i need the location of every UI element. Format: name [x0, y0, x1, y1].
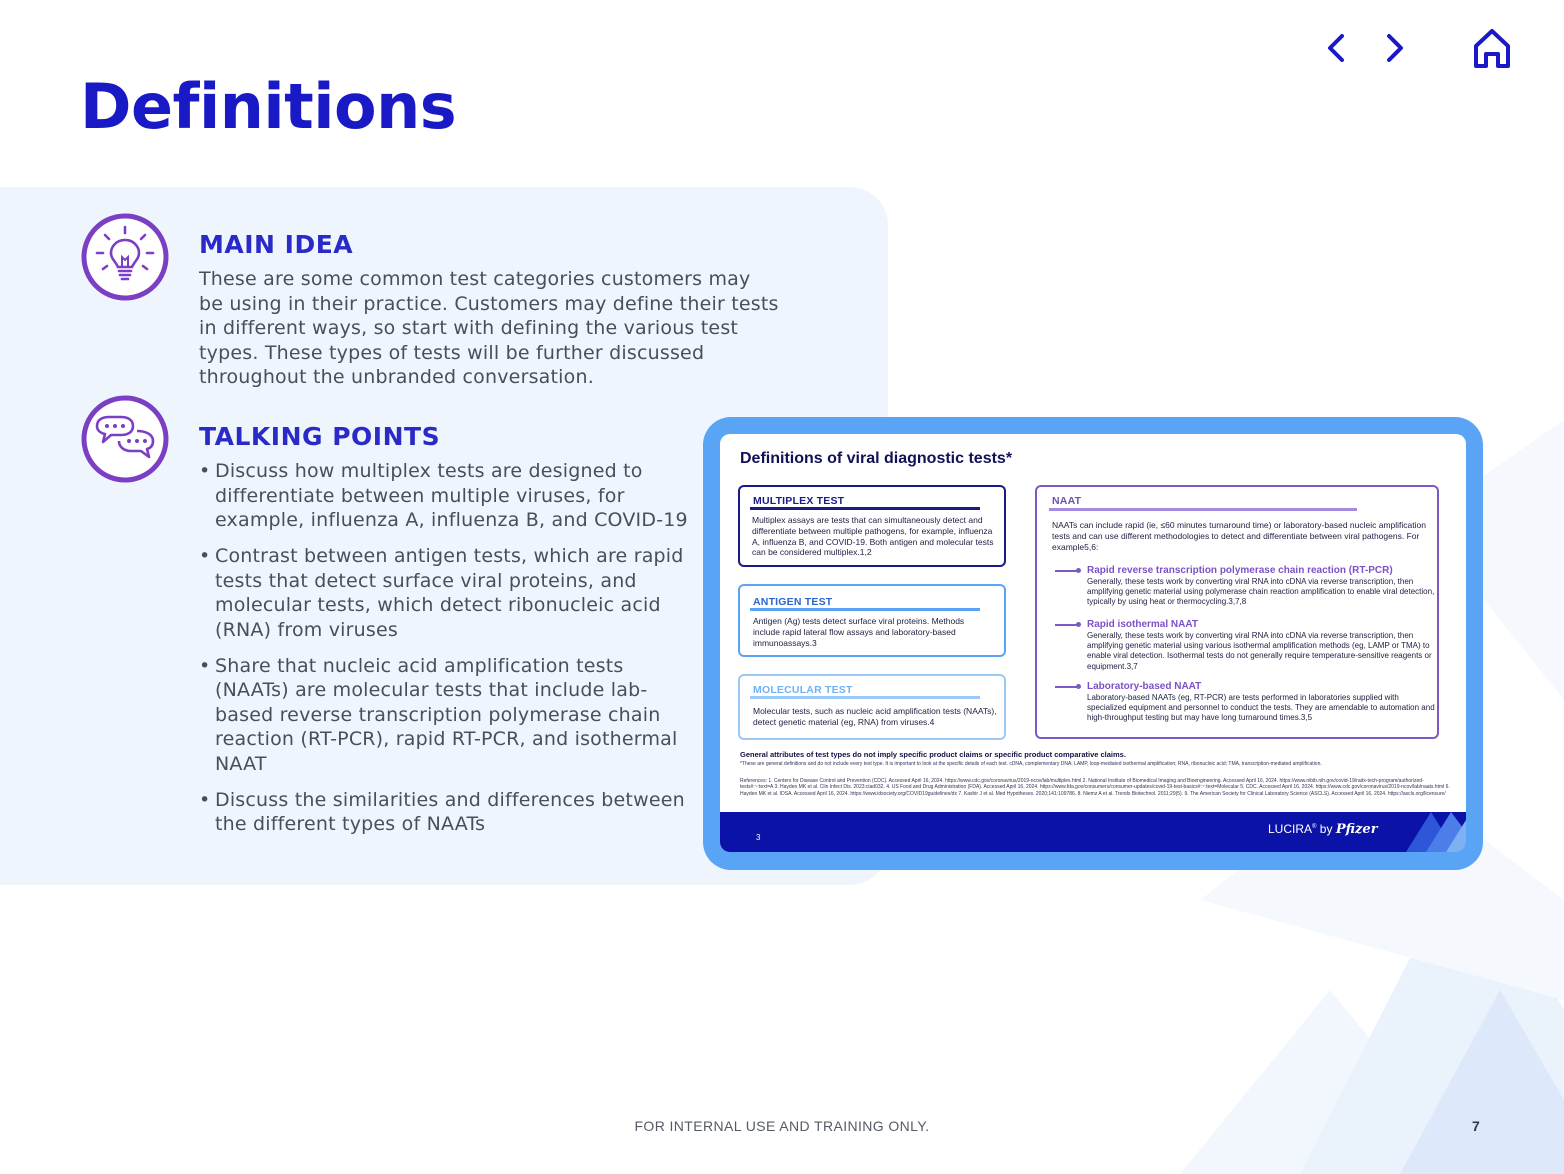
naat-item-text: Generally, these tests work by converting viral RNA into cDNA via reverse transcription, then amplifying genetic material using polymerase chain reaction amplification to enable viral detection, typically by using heat or thermocycling.3,7,8 [1087, 577, 1435, 607]
naat-item-title: Rapid reverse transcription polymerase chain reaction (RT-PCR) [1087, 565, 1393, 576]
bar-decoration [1386, 812, 1466, 852]
card-label: MOLECULAR TEST [753, 684, 853, 696]
main-idea-heading: MAIN IDEA [199, 230, 354, 259]
list-item: • Contrast between antigen tests, which are rapid tests that detect surface viral proteins, and molecular tests, which detect ribonucleic acid (RNA) from viruses [199, 544, 699, 642]
card-text: Multiplex assays are tests that can simultaneously detect and differentiate between multiple pathogens, for example, influenza A, influenza B, and COVID-19. Both antigen and molecular tests can be considered multiplex.1,2 [752, 515, 994, 558]
slide-preview [703, 417, 1483, 870]
card-underline [750, 608, 980, 611]
chevron-left-icon [1314, 26, 1358, 70]
list-item: • Share that nucleic acid amplification tests (NAATs) are molecular tests that include lab-based reverse transcription polymerase chain reaction (RT-PCR), rapid RT-PCR, and isothermal NAAT [199, 654, 699, 777]
molecular-test-card [738, 674, 1006, 740]
card-underline [750, 507, 980, 510]
slide-title: Definitions of viral diagnostic tests* [740, 450, 1013, 467]
slide-footnote: *These are general definitions and do not include every test type. It is important to look at the specific details of each test. cDNA, complementary DNA; LAMP, loop-mediated isothermal amplification; RNA, ribonucleic acid; TMA, transcription-mediated amplification. [740, 761, 1322, 767]
home-icon [1468, 24, 1516, 72]
naat-item-text: Generally, these tests work by converting viral RNA into cDNA via reverse transcription, then amplifying genetic material using various isothermal amplification methods (eg, LAMP or TMA) to enable viral detection. Isothermal tests do not generally require temperature-sensitive reagents or equipment.3,7 [1087, 631, 1432, 671]
pfizer-logo: Pfizer [1335, 822, 1378, 837]
antigen-test-card [738, 584, 1006, 657]
list-item: • Discuss how multiplex tests are designed to differentiate between multiple viruses, for example, influenza A, influenza B, and COVID-19 [199, 459, 699, 533]
naat-item-title: Laboratory-based NAAT [1087, 681, 1202, 692]
naat-card [1035, 485, 1439, 739]
slide-page-number: 3 [756, 833, 761, 842]
slide-footer-bar [720, 812, 1466, 852]
main-idea-text: These are some common test categories customers may be using in their practice. Customers may define their tests in different ways, so start with defining the various test types. These types of tests will be further discussed throughout the unbranded conversation. [199, 268, 779, 388]
slide-canvas [720, 434, 1466, 852]
talking-points-list [199, 459, 699, 848]
card-label: ANTIGEN TEST [753, 596, 833, 608]
chevron-right-icon [1373, 26, 1417, 70]
card-label: NAAT [1052, 495, 1082, 507]
page-title: Definitions [80, 70, 457, 143]
card-underline [1049, 508, 1357, 511]
card-text: Molecular tests, such as nucleic acid amplification tests (NAATs), detect genetic material (eg, RNA) from viruses.4 [753, 706, 997, 727]
arrow-icon [1055, 686, 1079, 688]
footer-disclaimer: FOR INTERNAL USE AND TRAINING ONLY. [634, 1118, 930, 1134]
list-item: • Discuss the similarities and differences between the different types of NAATs [199, 788, 699, 837]
naat-item-text: Laboratory-based NAATs (eg, RT-PCR) are tests performed in laboratories supplied with specialized equipment and personnel to conduct the tests. They are amendable to automation and high-throughput testing but may have long turnaround times.3,5 [1087, 693, 1435, 723]
page-number: 7 [1472, 1118, 1480, 1134]
next-button[interactable] [1373, 26, 1417, 70]
card-label: MULTIPLEX TEST [753, 495, 845, 507]
home-button[interactable] [1468, 24, 1516, 72]
talking-points-heading: TALKING POINTS [199, 422, 441, 451]
attributes-note: General attributes of test types do not imply specific product claims or specific product comparative claims. [740, 750, 1126, 759]
brand-logo: LUCIRA® by Pfizer [1268, 822, 1378, 837]
arrow-icon [1055, 624, 1079, 626]
naat-item-title: Rapid isothermal NAAT [1087, 619, 1198, 630]
naat-intro: NAATs can include rapid (ie, ≤60 minutes turnaround time) or laboratory-based nucleic amplification tests and can use different methodologies to detect and differentiate between viral pathogens. For example5,6: [1052, 520, 1426, 552]
chat-bubbles-icon [80, 394, 170, 484]
lightbulb-icon [80, 212, 170, 302]
arrow-icon [1055, 570, 1079, 572]
previous-button[interactable] [1314, 26, 1358, 70]
card-text: Antigen (Ag) tests detect surface viral proteins. Methods include rapid lateral flow assays and laboratory-based immunoassays.3 [753, 616, 965, 648]
multiplex-test-card [738, 485, 1006, 567]
slide-references: References: 1. Centers for Disease Control and Prevention (CDC). Accessed April 16, 2024. https://www.cdc.gov/coronavirus/2019-ncov/lab/multiplex.html 2. National Institute of Biomedical Imaging and Bioengineering. Accessed April 16, 2024. https://www.nibib.nih.gov/covid-19/radx-tech-program/authorized-tests#:~:text=A 3. Hayden MK et al. Clin Infect Dis. 2023:ciad032. 4. US Food and Drug Administration (FDA). Accessed April 16, 2024. https://www.fda.gov/consumers/consumer-updates/covid-19-test-basics#:~:text=Molecular 5. CDC. Accessed April 16, 2024. https://www.cdc.gov/coronavirus/2019-ncov/lab/naats.html 6. Hayden MK et al. IDSA. Accessed April 16, 2024. https://www.idsociety.org/COVID19guidelines/dx 7. Kashir J et al. Med Hypotheses. 2020;141:109786. 8. Niemz A et al. Trends Biotechnol. 2011;29(5). 9. The American Society for Clinical Laboratory Science (ASCLS). Accessed April 16, 2024. https://ascls.org/licensure/ [740, 778, 1450, 797]
card-underline [750, 696, 980, 699]
